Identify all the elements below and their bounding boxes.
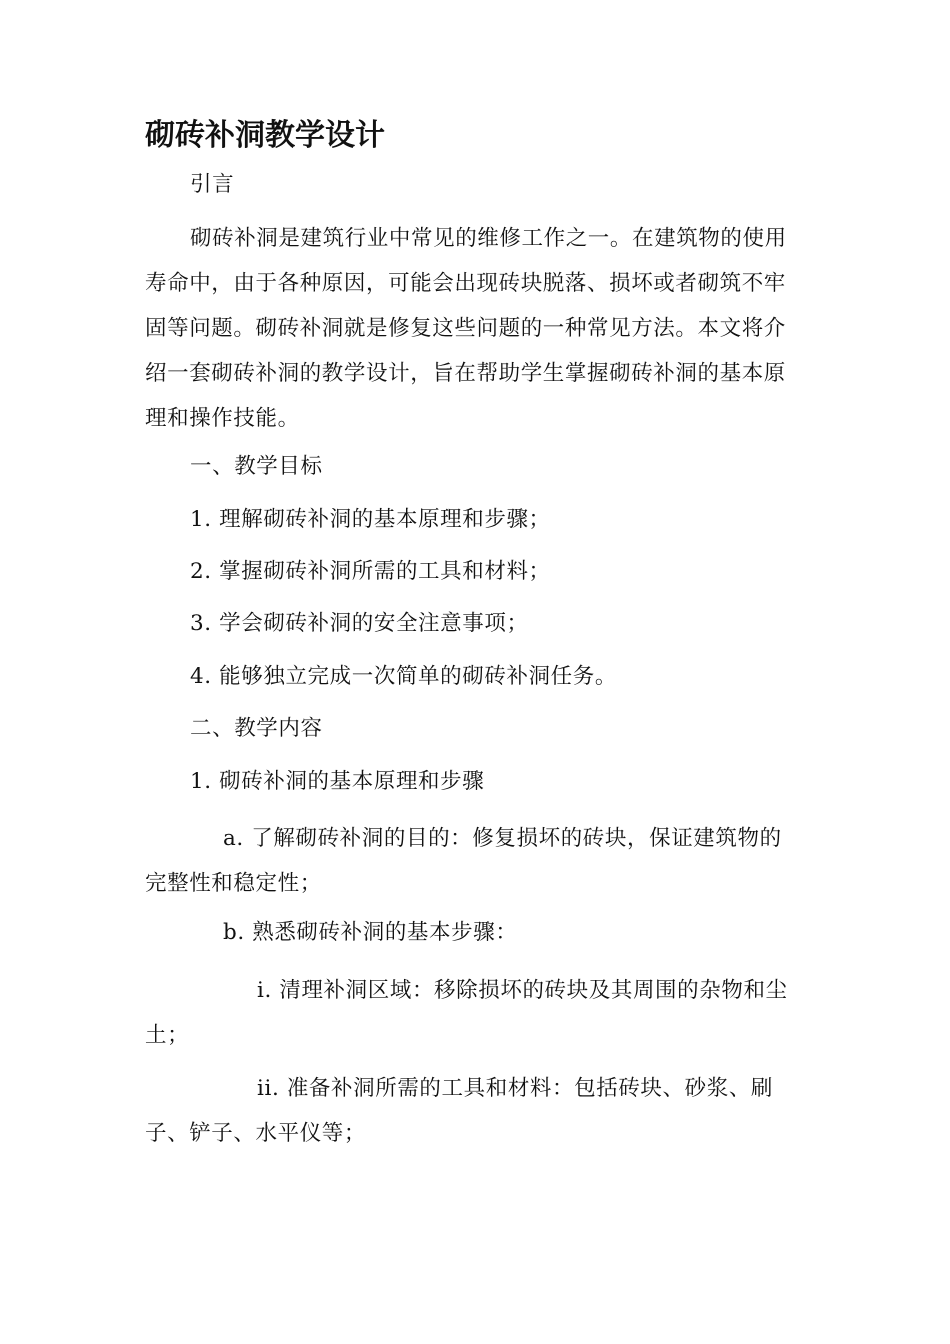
sub-item-b: b. 熟悉砌砖补洞的基本步骤：: [223, 920, 518, 945]
intro-line: 固等问题。砌砖补洞就是修复这些问题的一种常见方法。本文将介: [145, 316, 786, 341]
intro-paragraph: [145, 216, 805, 441]
sub-item-i-line: i. 清理补洞区域：移除损坏的砖块及其周围的杂物和尘: [257, 978, 788, 1003]
sub-item-ii: [145, 1066, 805, 1156]
sub-item-a-line: 完整性和稳定性；: [145, 871, 322, 896]
section-heading-content: 二、教学内容: [190, 716, 323, 741]
sub-item-a-line: a. 了解砌砖补洞的目的：修复损坏的砖块，保证建筑物的: [223, 826, 782, 851]
sub-item-i-line: 土；: [145, 1023, 190, 1048]
intro-line: 理和操作技能。: [145, 406, 300, 431]
intro-line: 砌砖补洞是建筑行业中常见的维修工作之一。在建筑物的使用: [190, 226, 787, 251]
sub-item-ii-line: 子、铲子、水平仪等；: [145, 1121, 367, 1146]
section-heading-goals: 一、教学目标: [190, 454, 323, 479]
goal-item: 1. 理解砌砖补洞的基本原理和步骤；: [190, 507, 551, 532]
sub-item-a: [145, 816, 805, 906]
goal-item: 2. 掌握砌砖补洞所需的工具和材料；: [190, 559, 551, 584]
document-title: 砌砖补洞教学设计: [145, 118, 385, 153]
goal-item: 3. 学会砌砖补洞的安全注意事项；: [190, 611, 529, 636]
intro-line: 绍一套砌砖补洞的教学设计，旨在帮助学生掌握砌砖补洞的基本原: [145, 361, 786, 386]
sub-item-i: [145, 968, 805, 1058]
goal-item: 4. 能够独立完成一次简单的砌砖补洞任务。: [190, 664, 617, 689]
intro-heading: 引言: [190, 172, 235, 197]
content-item: 1. 砌砖补洞的基本原理和步骤: [190, 769, 485, 794]
sub-item-ii-line: ii. 准备补洞所需的工具和材料：包括砖块、砂浆、刷: [257, 1076, 774, 1101]
intro-line: 寿命中，由于各种原因，可能会出现砖块脱落、损坏或者砌筑不牢: [145, 271, 786, 296]
